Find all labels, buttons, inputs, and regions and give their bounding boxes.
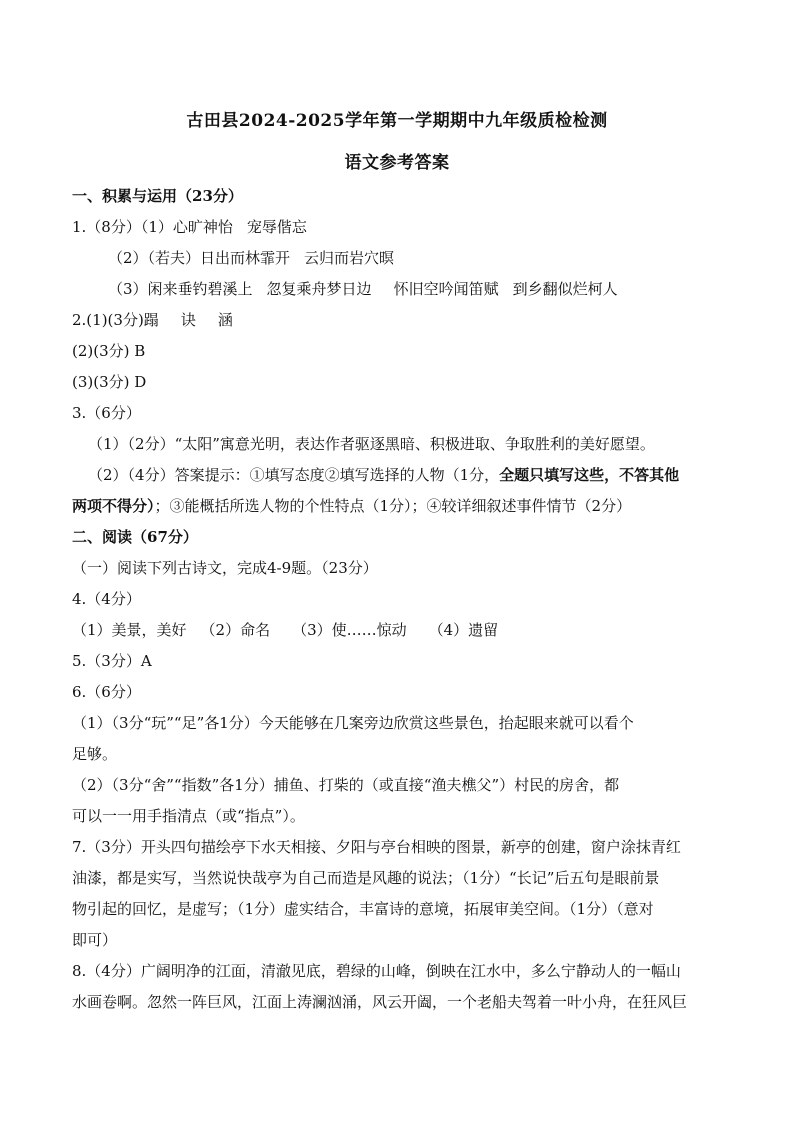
q1-answer-3d: 到乡翻似烂柯人: [512, 280, 618, 298]
q2-line-3: (3)(3分) D: [72, 373, 147, 391]
q1-answer-3c: 怀旧空吟闻笛赋: [393, 280, 499, 298]
section-1-heading: 一、积累与运用（23分）: [72, 187, 243, 205]
q8-line-1: 8.（4分）广阔明净的江面，清澈见底，碧绿的山峰，倒映在江水中，多么宁静动人的一幅山: [72, 962, 681, 980]
q3-part-2-bold: 全题只填写这些，不答其他: [499, 466, 680, 484]
q2-line-2: (2)(3分) B: [72, 342, 146, 360]
q3-part-2: [88, 465, 748, 485]
q1-line-2: [108, 248, 768, 268]
section-2-heading: 二、阅读（67分）: [72, 528, 198, 546]
q2-line-1: [72, 310, 732, 330]
document-title: 古田县2024-2025学年第一学期期中九年级质检检测: [186, 111, 608, 131]
q2-answer-1c: 涵: [217, 311, 233, 329]
q7-line-2: 油漆，都是实写，当然说快哉亭为自己而造是风趣的说法；（1分）“长记”后五句是眼前景: [72, 869, 660, 887]
q4-answer-1: （1）美景，美好: [72, 621, 187, 639]
q1-answer-2b: 云归而岩穴暝: [304, 249, 395, 267]
q4-answer-3: （3）使……惊动: [292, 621, 407, 639]
q2-answer-1b: 诀: [180, 311, 196, 329]
q6-part-2: （2）（3分“舍”“指数”各1分）捕鱼、打柴的（或直接“渔夫樵父”）村民的房舍，都: [72, 776, 620, 794]
q2-answer-1a: 2.(1)(3分)蹋: [72, 311, 159, 329]
q8-line-2: 水画卷啊。忽然一阵巨风，江面上涛澜汹涌，风云开阖，一个老船夫驾着一叶小舟，在狂风巨: [72, 993, 688, 1011]
q4-answer-4: （4）遗留: [428, 621, 499, 639]
q1-label: 1.（8分）（1）心旷神怡: [72, 218, 233, 236]
q1-answer-3b: 忽复乘舟梦日边: [266, 280, 372, 298]
q6-label: 6.（6分）: [72, 683, 141, 701]
q6-part-2-continued: 可以一一用手指清点（或“指点”）。: [72, 807, 305, 825]
q3-label: 3.（6分）: [72, 404, 141, 422]
q3-part-1: （1）（2分）“太阳”寓意光明，表达作者驱逐黑暗、积极进取、争取胜利的美好愿望。: [88, 435, 655, 453]
q6-part-1: （1）（3分“玩”“足”各1分）今天能够在几案旁边欣赏这些景色，抬起眼来就可以看个: [72, 714, 634, 732]
q3-part-2-text: （2）（4分）答案提示：①填写态度②填写选择的人物（1分，: [88, 466, 500, 484]
q6-part-1-continued: 足够。: [72, 745, 118, 763]
q3-part-2-rest: ；③能概括所选人物的个性特点（1分）；④较详细叙述事件情节（2分）: [154, 497, 632, 515]
q1-line-1: [72, 217, 732, 237]
q1-answer-1b: 宠辱偕忘: [246, 218, 307, 236]
section-2-intro: （一）阅读下列古诗文，完成4-9题。（23分）: [72, 559, 378, 577]
q4-label: 4.（4分）: [72, 590, 141, 608]
q7-line-3: 物引起的回忆，是虚写；（1分）虚实结合，丰富诗的意境，拓展审美空间。（1分）（意对: [72, 900, 654, 918]
q3-part-2-continued: [72, 496, 732, 516]
q4-answer-2: （2）命名: [200, 621, 271, 639]
q1-answer-2a: （2）（若夫）日出而林霏开: [108, 249, 291, 267]
q7-line-4: 即可）: [72, 931, 118, 949]
q1-line-3: [108, 279, 768, 299]
q3-part-2-bold-end: 两项不得分）: [72, 497, 155, 515]
document-subtitle: 语文参考答案: [344, 153, 450, 173]
q7-line-1: 7.（3分）开头四句描绘亭下水天相接、夕阳与亭台相映的图景，新亭的创建，窗户涂抹青红: [72, 838, 681, 856]
q5-answer: 5.（3分）A: [72, 652, 152, 670]
q4-answers: [72, 620, 732, 640]
q1-answer-3a: （3）闲来垂钓碧溪上: [108, 280, 253, 298]
